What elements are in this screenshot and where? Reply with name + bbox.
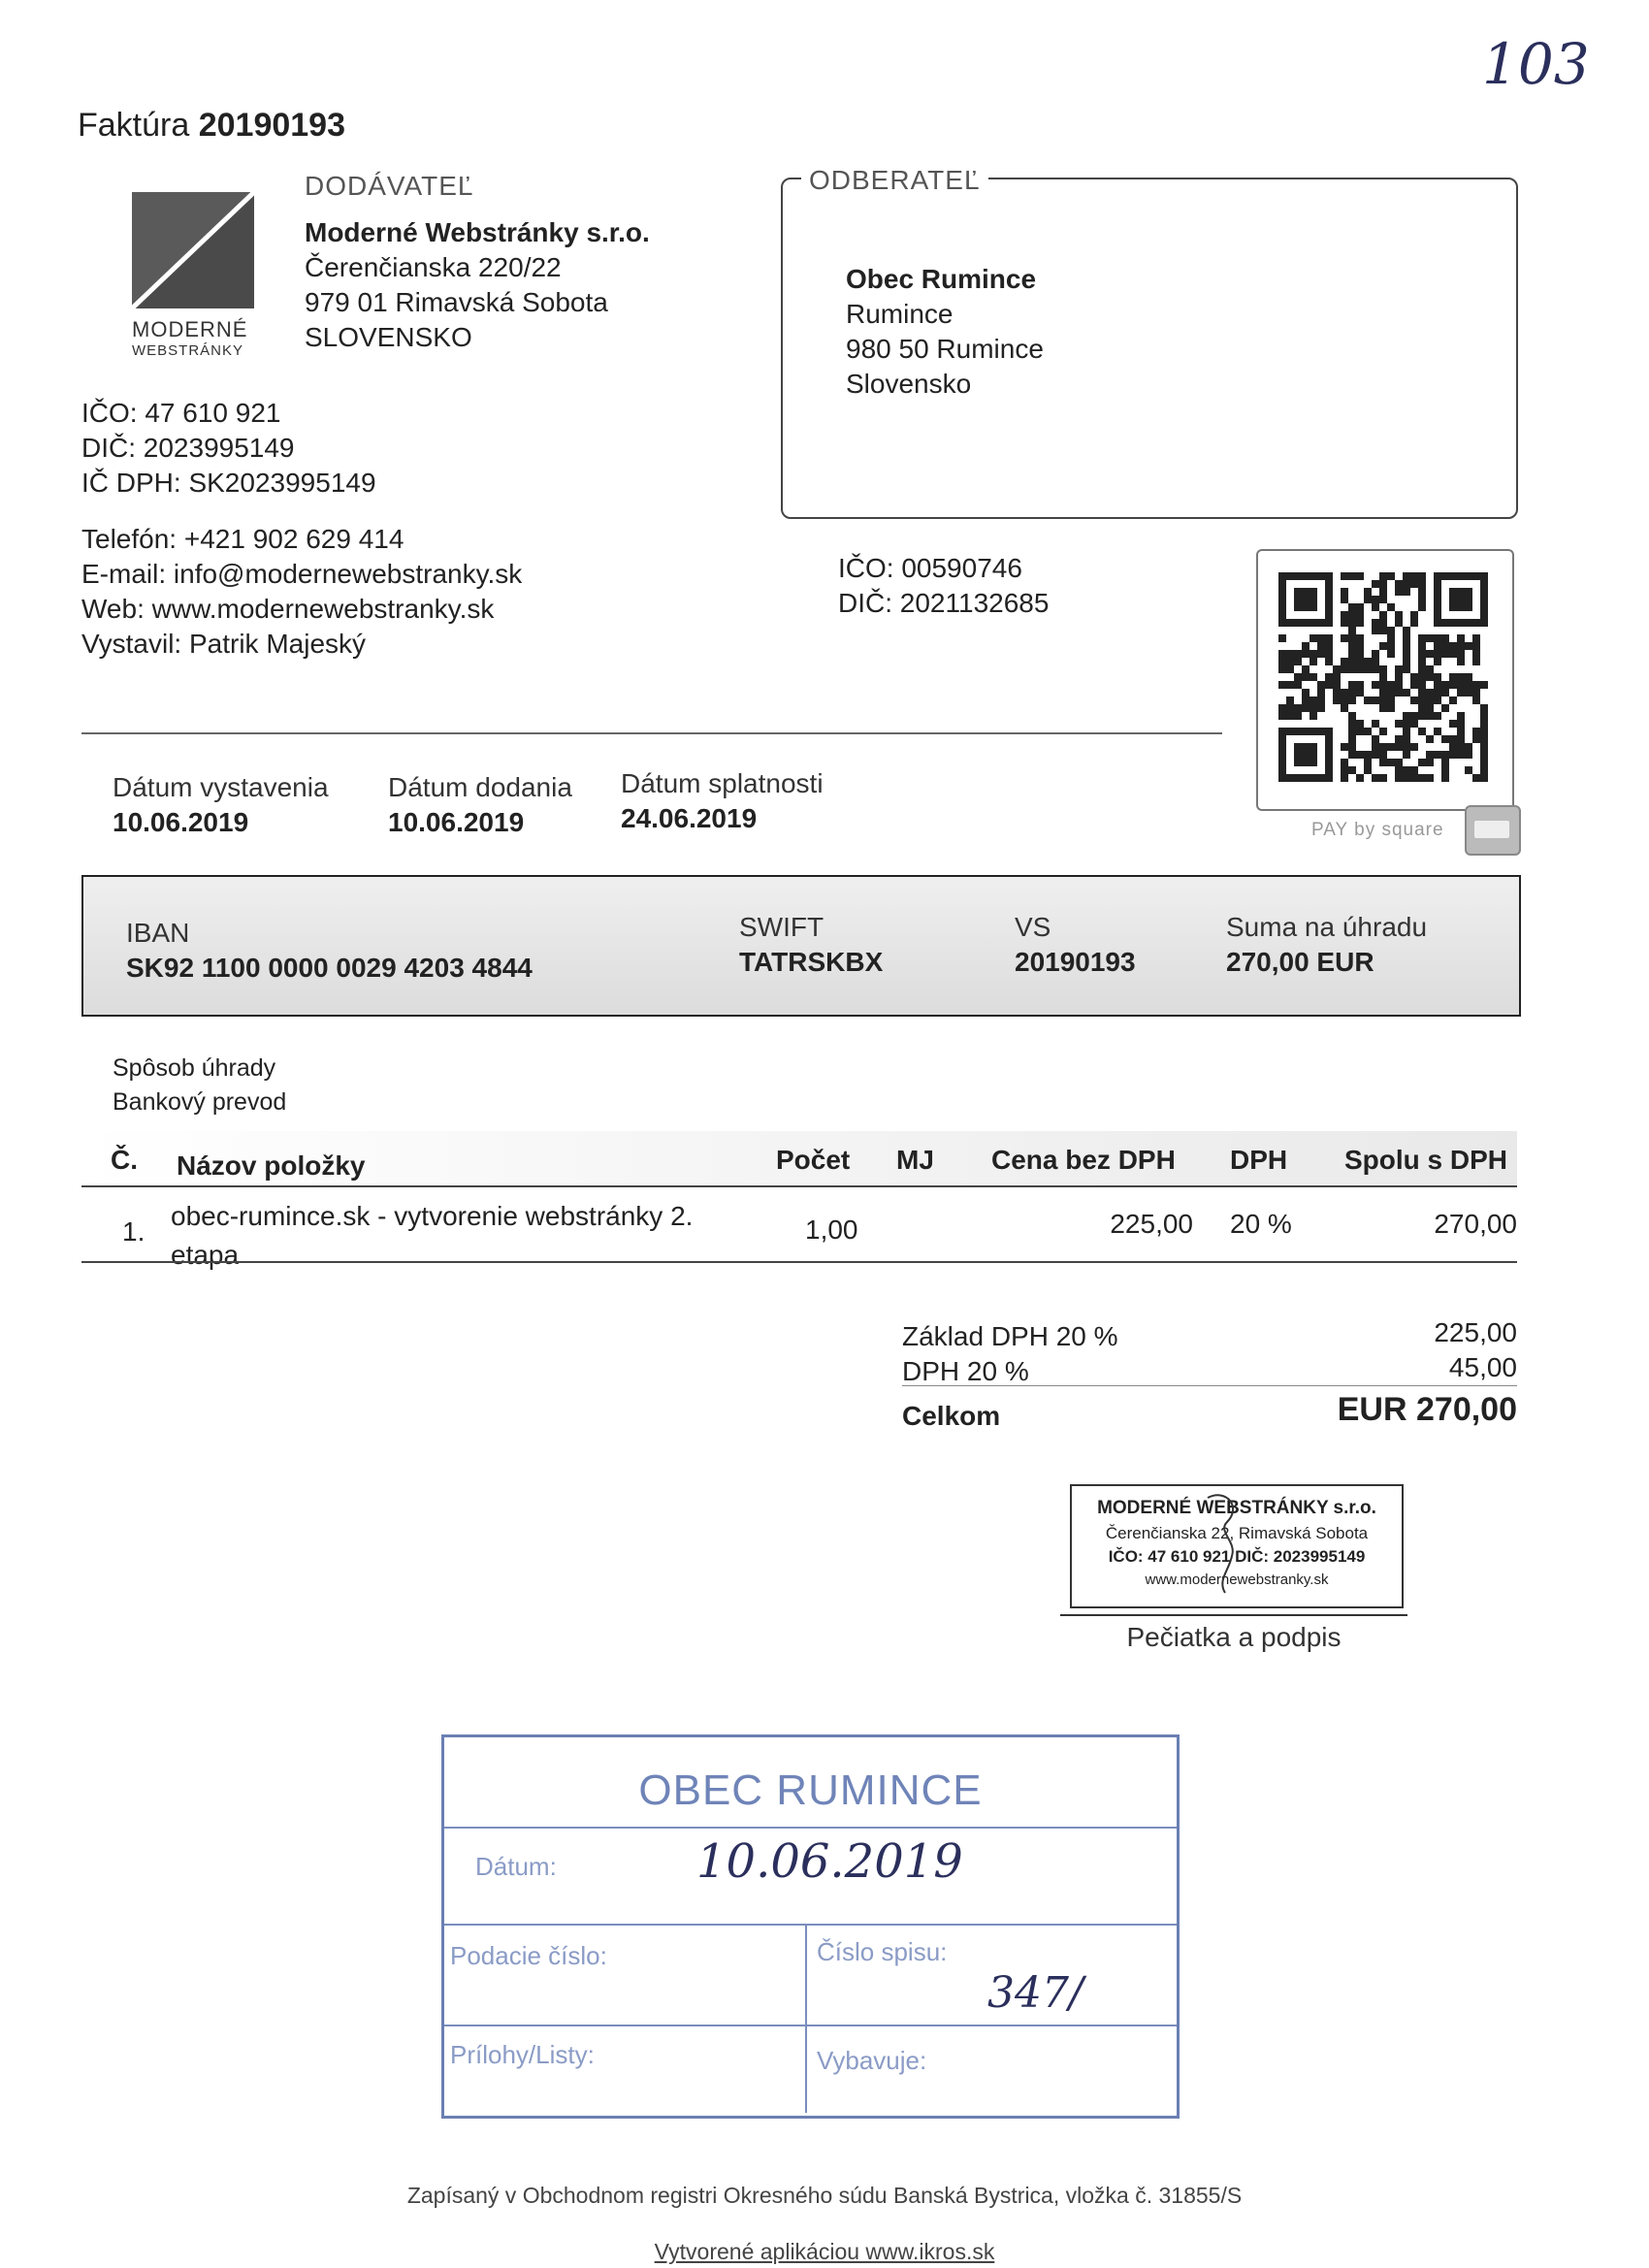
registry-rule: [444, 2025, 1177, 2026]
qr-code-icon: [1278, 572, 1488, 782]
grand-total: [1222, 1391, 1517, 1429]
iban-field: [126, 918, 533, 984]
iban-value: SK92 1100 0000 0029 4203 4844: [126, 953, 533, 983]
col-header-name: Názov položky: [177, 1150, 366, 1181]
supplier-icdph: IČ DPH: SK2023995149: [81, 468, 376, 498]
table-bottom-rule: [81, 1261, 1517, 1263]
vat-base-value: 225,00: [1434, 1317, 1517, 1347]
stamp-line4: www.modernewebstranky.sk: [1145, 1571, 1329, 1588]
registry-stamp: [441, 1734, 1180, 2119]
footer-registry-note: Zapísaný v Obchodnom registri Okresného súdu Banská Bystrica, vložka č. 31855/S: [406, 2183, 1243, 2208]
supplier-email: E-mail: info@modernewebstranky.sk: [81, 559, 523, 589]
col-header-no: Č.: [111, 1145, 138, 1175]
customer-country: Slovensko: [846, 369, 972, 399]
signature-icon: [1188, 1488, 1266, 1595]
invoice-number: 20190193: [198, 107, 345, 144]
customer-address: [846, 262, 1044, 402]
logo-mark-icon: [132, 192, 254, 308]
amount-value: 270,00 EUR: [1226, 947, 1374, 977]
amount-field: [1226, 912, 1427, 978]
date-issued-value: 10.06.2019: [113, 807, 249, 837]
col-header-price: Cena bez DPH: [991, 1145, 1176, 1175]
col-header-total: Spolu s DPH: [1344, 1145, 1508, 1175]
supplier-street: Čerenčianska 220/22: [305, 252, 562, 282]
supplier-issued-by: Vystavil: Patrik Majeský: [81, 629, 367, 659]
stamp-line2: Čerenčianska 22, Rimavská Sobota: [1105, 1524, 1369, 1542]
customer-dic: DIČ: 2021132685: [838, 588, 1050, 618]
registry-rule: [444, 1924, 1177, 1926]
registry-date-label: Dátum:: [475, 1852, 557, 1881]
row-no: 1.: [122, 1216, 146, 1247]
grand-total-label: Celkom: [902, 1401, 1001, 1431]
payment-method: [113, 1052, 286, 1119]
customer-line2: 980 50 Rumince: [846, 334, 1044, 364]
swift-field: [739, 912, 883, 978]
row-qty: 1,00: [805, 1215, 858, 1245]
payment-method-label: Spôsob úhrady: [113, 1054, 276, 1082]
row-total: 270,00: [1434, 1209, 1517, 1239]
supplier-heading: DODÁVATEĽ: [305, 171, 474, 201]
customer-line1: Rumince: [846, 299, 954, 329]
summary-rule: [902, 1385, 1517, 1386]
footer-generator-link[interactable]: Vytvorené aplikáciou www.ikros.sk: [654, 2239, 995, 2264]
row-name-line1: obec-rumince.sk - vytvorenie webstránky 2.: [171, 1201, 694, 1231]
registry-file-value: 347/: [987, 1968, 1083, 2018]
stamp-line1: MODERNÉ WEBSTRÁNKY s.r.o.: [1097, 1498, 1376, 1518]
supplier-phone: Telefón: +421 902 629 414: [81, 524, 404, 554]
supplier-contact: [81, 522, 522, 662]
row-vat: 20 %: [1230, 1209, 1292, 1239]
date-delivered-value: 10.06.2019: [388, 807, 525, 837]
vat-value: 45,00: [1448, 1352, 1517, 1382]
supplier-web: Web: www.modernewebstranky.sk: [81, 594, 495, 624]
table-header-rule: [81, 1185, 1517, 1187]
row-name-line2: etapa: [171, 1240, 240, 1270]
supplier-ico: IČO: 47 610 921: [81, 398, 281, 428]
payment-method-value: Bankový prevod: [113, 1088, 287, 1116]
supplier-ids: [81, 396, 376, 501]
col-header-vat: DPH: [1230, 1145, 1288, 1175]
grand-total-currency: EUR: [1337, 1391, 1407, 1428]
vat-base-label: Základ DPH 20 %: [902, 1321, 1118, 1351]
supplier-city: 979 01 Rimavská Sobota: [305, 287, 608, 317]
registry-attachments-label: Prílohy/Listy:: [450, 2040, 595, 2069]
date-due-value: 24.06.2019: [621, 803, 758, 833]
registry-divider: [805, 1924, 807, 2113]
iban-label: IBAN: [126, 918, 190, 948]
handwritten-note: 103: [1482, 31, 1590, 97]
customer-ids: [838, 551, 1049, 621]
registry-rule: [444, 1827, 1177, 1829]
supplier-address: [305, 215, 650, 355]
date-issued-label: Dátum vystavenia: [113, 772, 329, 802]
date-due-label: Dátum splatnosti: [621, 768, 824, 798]
company-stamp: [1070, 1484, 1404, 1608]
vs-field: [1015, 912, 1136, 978]
customer-heading: ODBERATEĽ: [801, 165, 988, 196]
stamp-label: Pečiatka a podpis: [1126, 1622, 1342, 1652]
company-logo: [132, 192, 254, 359]
registry-file-label: Číslo spisu:: [817, 1937, 948, 1966]
row-price: 225,00: [1110, 1209, 1193, 1239]
row-name: [171, 1197, 693, 1275]
stamp-line3: IČO: 47 610 921 DIČ: 2023995149: [1108, 1547, 1366, 1566]
logo-text-line1: MODERNÉ: [132, 317, 248, 341]
supplier-dic: DIČ: 2023995149: [81, 433, 295, 463]
vat-label: DPH 20 %: [902, 1356, 1029, 1386]
registry-filing-label: Podacie číslo:: [450, 1941, 607, 1970]
customer-name: Obec Rumince: [846, 264, 1037, 294]
supplier-country: SLOVENSKO: [305, 322, 472, 352]
col-header-qty: Počet: [776, 1145, 851, 1175]
supplier-name: Moderné Webstránky s.r.o.: [305, 217, 650, 247]
signature-rule: [1060, 1614, 1407, 1616]
divider: [81, 732, 1222, 734]
invoice-title: [78, 107, 345, 145]
registry-title: OBEC RUMINCE: [638, 1766, 983, 1814]
pay-by-square-caption: PAY by square: [1311, 820, 1444, 840]
logo-text-line2: WEBSTRÁNKY: [132, 342, 244, 359]
date-delivered: [388, 772, 572, 838]
swift-label: SWIFT: [739, 912, 824, 942]
vs-label: VS: [1015, 912, 1051, 942]
registry-handler-label: Vybavuje:: [817, 2046, 927, 2075]
customer-ico: IČO: 00590746: [838, 553, 1022, 583]
date-due: [621, 768, 824, 834]
registry-date-value: 10.06.2019: [696, 1834, 963, 1889]
title-prefix: Faktúra: [78, 107, 190, 144]
amount-label: Suma na úhradu: [1226, 912, 1428, 942]
col-header-unit: MJ: [896, 1145, 934, 1175]
date-delivered-label: Dátum dodania: [388, 772, 572, 802]
grand-total-value: 270,00: [1416, 1391, 1517, 1428]
vs-value: 20190193: [1015, 947, 1136, 977]
card-icon: [1465, 805, 1521, 856]
date-issued: [113, 772, 329, 838]
swift-value: TATRSKBX: [739, 947, 884, 977]
